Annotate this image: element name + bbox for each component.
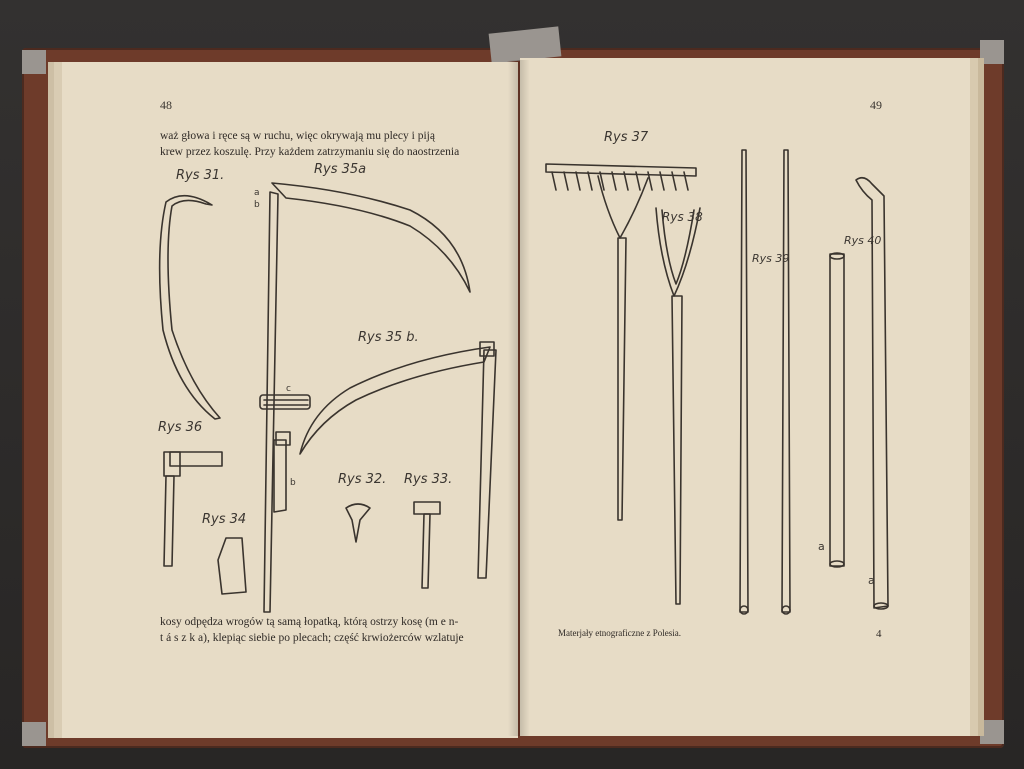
scythe-snath-b xyxy=(478,350,496,578)
label-rys34: Rys 34 xyxy=(202,512,247,527)
part-letter-b: b xyxy=(254,200,260,210)
part-letter-a: a xyxy=(254,188,260,198)
text-line: waż głowa i ręce są w ruchu, więc okrywają mu plecy i piją xyxy=(160,130,435,142)
footer-title: Materjały etnograficzne z Polesia. xyxy=(558,628,681,638)
footer-number: 4 xyxy=(876,628,882,640)
part-letter-c: c xyxy=(286,384,291,394)
rys32-whetstone xyxy=(346,504,370,542)
pole-2 xyxy=(782,150,790,612)
label-rys39: Rys 39 xyxy=(752,252,790,265)
sickle-illustration xyxy=(160,196,220,419)
text-line: krew przez koszulę. Przy każdem zatrzymaniu się do naostrzenia xyxy=(160,146,460,158)
scythe-blade-a xyxy=(272,183,470,292)
label-rys33: Rys 33. xyxy=(404,472,453,487)
label-rys35a: Rys 35a xyxy=(314,162,367,177)
part-letter-a1: a xyxy=(818,540,825,553)
pitchfork-handle xyxy=(672,296,682,604)
rys33-hammer-head xyxy=(414,502,440,514)
label-rys31: Rys 31. xyxy=(176,168,225,183)
page-number-right: 49 xyxy=(870,98,882,112)
rys36-tool xyxy=(170,452,222,466)
part-letter-a2: a xyxy=(868,574,875,587)
label-rys38: Rys 38 xyxy=(662,210,703,224)
part-letter-d: b xyxy=(290,478,296,488)
text-line: t á s z k a), klepiąc siebie po plecach; część krwiożerców wzlatuje xyxy=(160,632,464,644)
scythe-tang xyxy=(274,440,286,512)
label-rys37: Rys 37 xyxy=(604,130,649,145)
rake-head xyxy=(546,164,696,176)
rys34-block xyxy=(218,538,246,594)
rake-handle xyxy=(618,238,626,520)
scythe-blade-b xyxy=(300,347,490,454)
label-rys40: Rys 40 xyxy=(844,234,882,247)
label-rys35b: Rys 35 b. xyxy=(358,330,419,345)
label-rys32: Rys 32. xyxy=(338,472,387,487)
rys40-short-pole xyxy=(830,254,844,566)
rake-brace xyxy=(598,176,648,238)
scythe-snath-a xyxy=(264,192,278,612)
page-number-left: 48 xyxy=(160,98,172,112)
label-rys36: Rys 36 xyxy=(158,420,203,435)
text-line: kosy odpędza wrogów tą samą łopatką, którą ostrzy kosę (m e n- xyxy=(160,616,459,628)
pole-1 xyxy=(740,150,748,612)
